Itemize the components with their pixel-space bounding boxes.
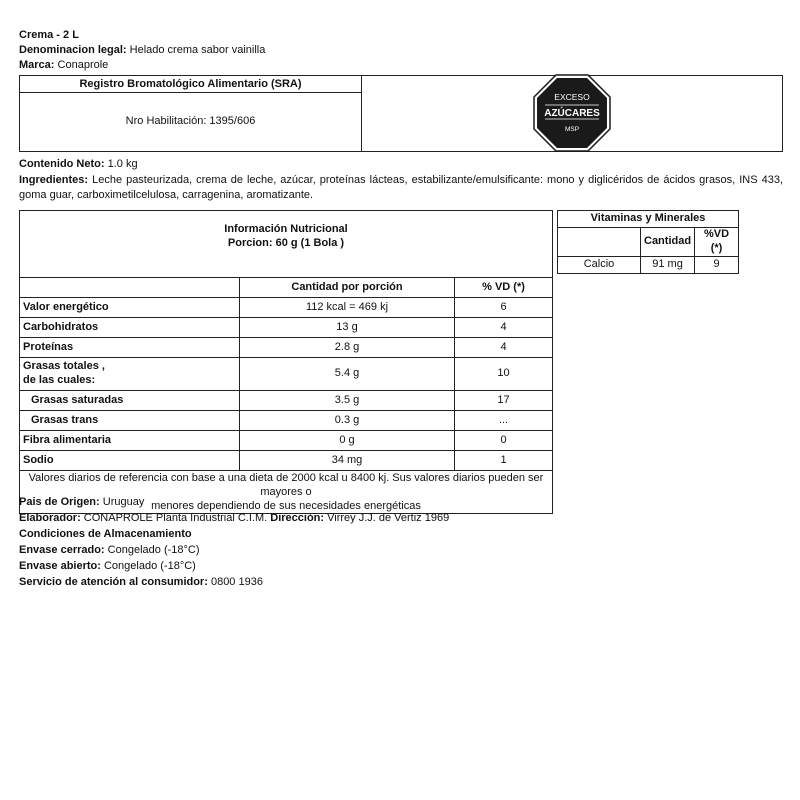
nutrition-header-vd: % VD (*): [455, 278, 553, 298]
nutrient-vd: 17: [455, 391, 553, 411]
nutrient-amount: 3.5 g: [240, 391, 455, 411]
product-sheet: [19, 29, 783, 588]
nutrient-name: Proteínas: [20, 338, 240, 358]
table-row: [20, 431, 553, 451]
service-label: Servicio de atención al consumidor:: [19, 576, 208, 588]
mineral-name: Calcio: [558, 256, 641, 273]
open-label: Envase abierto:: [19, 560, 101, 572]
nutrition-header-row: [20, 278, 553, 298]
storage-title: Condiciones de Almacenamiento: [19, 528, 192, 540]
footer-info: [19, 496, 783, 592]
mineral-amount: 91 mg: [641, 256, 695, 273]
nutrient-name: Fibra alimentaria: [20, 431, 240, 451]
address-value: Virrey J.J. de Vertiz 1969: [327, 512, 450, 524]
vitamins-header-empty: [558, 228, 641, 257]
sra-box: [19, 75, 783, 152]
nutrient-amount: 2.8 g: [240, 338, 455, 358]
warning-seal-panel: [362, 76, 782, 151]
nutrient-amount: 0.3 g: [240, 411, 455, 431]
open-line: [19, 560, 783, 576]
nutrient-name-cell: [20, 358, 240, 391]
maker-line: [19, 512, 783, 528]
net-content-label: Contenido Neto:: [19, 158, 105, 170]
service-line: [19, 576, 783, 592]
closed-label: Envase cerrado:: [19, 544, 105, 556]
closed-line: [19, 544, 783, 560]
warning-seal-icon: [533, 74, 611, 152]
maker-label: Elaborador:: [19, 512, 81, 524]
vitamins-table: [557, 210, 739, 274]
table-row: [20, 391, 553, 411]
seal-line2: AZÚCARES: [544, 107, 600, 119]
table-row: [558, 256, 739, 273]
vitamins-header-vd: %VD (*): [695, 228, 739, 257]
nutrient-name: Sodio: [20, 451, 240, 471]
address-label: Dirección:: [270, 512, 325, 524]
open-value: Congelado (-18°C): [103, 560, 196, 572]
table-row: [20, 318, 553, 338]
table-row: [20, 358, 553, 391]
closed-value: Congelado (-18°C): [107, 544, 200, 556]
nutrition-header-amount: Cantidad por porción: [240, 278, 455, 298]
origin-line: [19, 496, 783, 512]
nutrient-name: Valor energético: [20, 298, 240, 318]
nutrient-name: Grasas totales ,: [23, 360, 105, 373]
service-value: 0800 1936: [210, 576, 263, 588]
ingredients-label: Ingredientes:: [19, 174, 89, 186]
nutrient-amount: 5.4 g: [240, 358, 455, 391]
nutrient-amount: 34 mg: [240, 451, 455, 471]
nutrition-title-row: [20, 211, 553, 278]
nutrient-name: Carbohidratos: [20, 318, 240, 338]
table-row: [20, 411, 553, 431]
product-title: Crema - 2 L: [19, 29, 79, 41]
nutrient-vd: ...: [455, 411, 553, 431]
table-row: [20, 338, 553, 358]
nutrient-vd: 4: [455, 318, 553, 338]
nutrition-footnote-1: Valores diarios de referencia con base a una dieta de 2000 kcal u 8400 kj. Sus valores diarios pueden ser mayores o: [28, 472, 544, 498]
nutrient-amount: 13 g: [240, 318, 455, 338]
nutrition-footnote-2: menores dependiendo de sus necesidades energéticas: [151, 500, 421, 512]
legal-name-line: [19, 44, 783, 59]
nutrient-vd: 1: [455, 451, 553, 471]
net-content-line: [19, 158, 783, 173]
nutrient-name-sub: de las cuales:: [23, 374, 96, 386]
vitamins-title-row: [558, 211, 739, 228]
nutrition-header-empty: [20, 278, 240, 298]
ingredients-paragraph: [19, 173, 783, 203]
vitamins-header-row: [558, 228, 739, 257]
legal-name-value: Helado crema sabor vainilla: [129, 44, 266, 56]
table-row: [20, 298, 553, 318]
nutrient-amount: 112 kcal = 469 kj: [240, 298, 455, 318]
sra-header: Registro Bromatológico Alimentario (SRA): [20, 76, 361, 93]
nutrition-portion: Porcion: 60 g (1 Bola ): [227, 236, 345, 249]
origin-label: Pais de Origen:: [19, 496, 100, 508]
maker-value: CONAPROLE Planta Industrial C.I.M.: [83, 512, 268, 524]
net-content-value: 1.0 kg: [107, 158, 138, 170]
nutrient-amount: 0 g: [240, 431, 455, 451]
table-row: [20, 451, 553, 471]
nutrient-name: Grasas trans: [20, 411, 240, 431]
nutrient-vd: 4: [455, 338, 553, 358]
nutrient-vd: 10: [455, 358, 553, 391]
nutrient-vd: 6: [455, 298, 553, 318]
legal-name-label: Denominacion legal:: [19, 44, 127, 56]
mineral-vd: 9: [695, 256, 739, 273]
vitamins-title: Vitaminas y Minerales: [558, 211, 739, 228]
sra-panel: [20, 76, 362, 151]
nutrition-title: Información Nutricional: [224, 223, 348, 235]
seal-line1: EXCESO: [554, 91, 590, 102]
vitamins-header-amount: Cantidad: [641, 228, 695, 257]
brand-label: Marca:: [19, 59, 55, 71]
nutrition-table: [19, 210, 553, 514]
brand-value: Conaprole: [57, 59, 109, 71]
origin-value: Uruguay: [102, 496, 145, 508]
brand-line: [19, 59, 783, 74]
seal-line3: MSP: [564, 125, 580, 133]
sra-habilitacion: Nro Habilitación: 1395/606: [125, 115, 256, 128]
nutrition-title-cell: [20, 211, 553, 278]
ingredients-value: Leche pasteurizada, crema de leche, azúcar, proteínas lácteas, estabilizante/emulsificante: mono y diglicéridos de ácidos grasos, INS 433, goma guar, carboximetilcelulosa, carragenina, aromatizante.: [19, 174, 783, 201]
nutrient-name: Grasas saturadas: [20, 391, 240, 411]
nutrient-vd: 0: [455, 431, 553, 451]
